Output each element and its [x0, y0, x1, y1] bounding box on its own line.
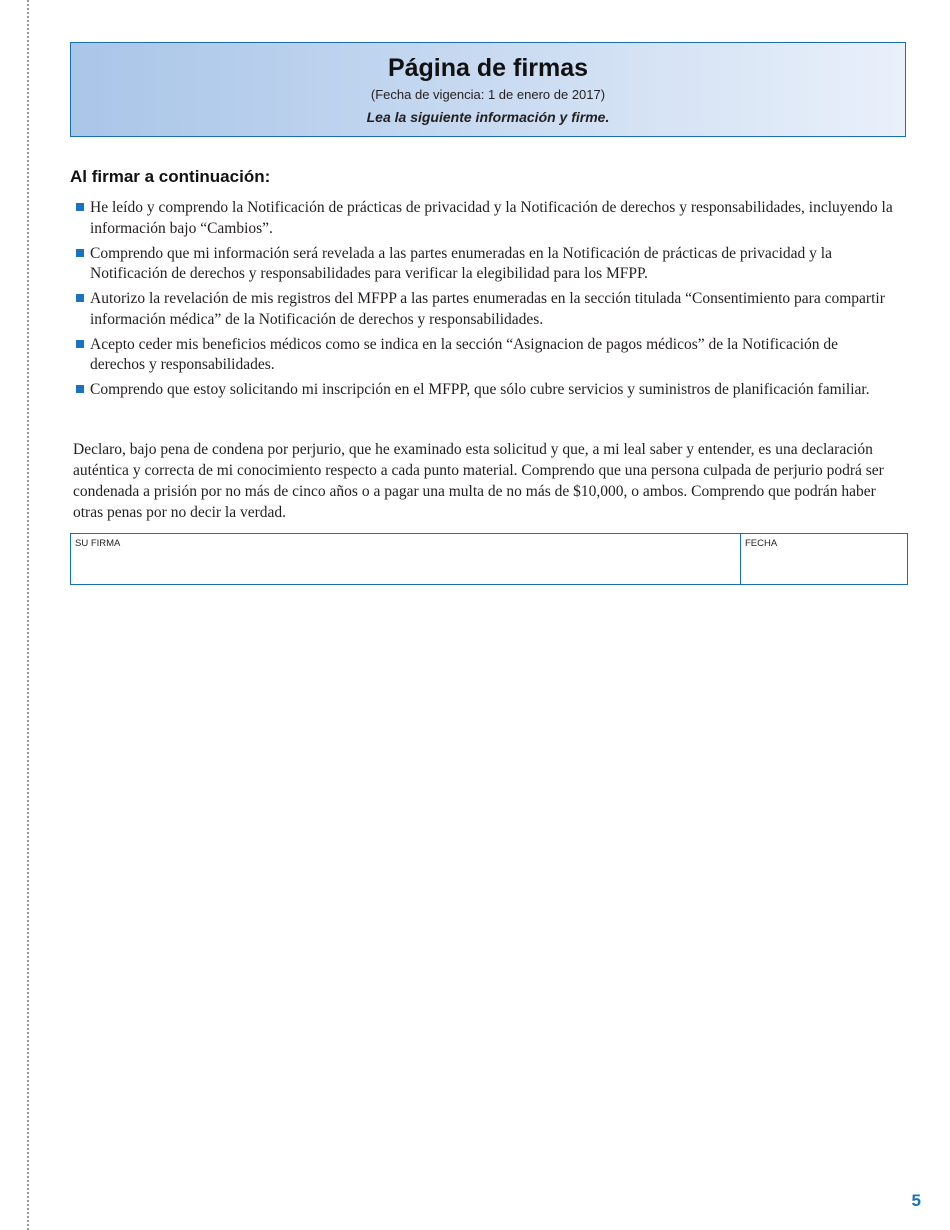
square-bullet-icon	[76, 340, 84, 348]
list-item	[74, 244, 894, 285]
perjury-declaration: Declaro, bajo pena de condena por perjurio, que he examinado esta solicitud y que, a mi leal saber y entender, es una declaración auténtica y correcta de mi conocimiento respecto a cada punto material. Comprendo que una persona culpada de perjurio podrá ser condenada a prisión por no más de cinco años o a pagar una multa de no más de $10,000, o ambos. Comprendo que podrán haber otras penas por no decir la verdad.	[73, 441, 884, 521]
list-item-text: Acepto ceder mis beneficios médicos como se indica en la sección “Asignacion de pagos médicos” de la Notificación de derechos y responsabilidades.	[90, 335, 839, 373]
list-item-text: Comprendo que estoy solicitando mi inscripción en el MFPP, que sólo cubre servicios y suministros de planificación familiar.	[90, 381, 870, 398]
square-bullet-icon	[76, 294, 84, 302]
effective-date: (Fecha de vigencia: 1 de enero de 2017)	[370, 87, 606, 102]
list-item	[74, 335, 894, 376]
list-item-text: Autorizo la revelación de mis registros del MFPP a las partes enumeradas en la sección titulada “Consentimiento para compartir información médica” de la Notificación de derechos y responsabilidades.	[90, 290, 885, 328]
list-item	[74, 289, 894, 330]
page-number: 5	[911, 1191, 921, 1210]
acknowledgement-list	[74, 198, 894, 405]
signature-field[interactable]	[71, 534, 741, 584]
signature-table	[70, 533, 908, 585]
perforation-line	[27, 0, 29, 1230]
section-heading: Al firmar a continuación:	[70, 167, 271, 186]
square-bullet-icon	[76, 385, 84, 393]
instruction-text: Lea la siguiente información y firme.	[366, 109, 610, 125]
date-label: FECHA	[745, 538, 778, 549]
header-banner	[70, 42, 906, 137]
list-item	[74, 198, 894, 239]
date-field[interactable]	[741, 534, 907, 584]
signature-label: SU FIRMA	[75, 538, 121, 549]
list-item-text: Comprendo que mi información será revelada a las partes enumeradas en la Notificación de prácticas de privacidad y la Notificación de derechos y responsabilidades para verificar la elegibilidad para los MFPP.	[90, 244, 832, 282]
list-item	[74, 380, 894, 401]
square-bullet-icon	[76, 203, 84, 211]
page-title: Página de firmas	[387, 54, 589, 82]
list-item-text: He leído y comprendo la Notificación de prácticas de privacidad y la Notificación de derechos y responsabilidades, incluyendo la información bajo “Cambios”.	[90, 199, 893, 237]
square-bullet-icon	[76, 249, 84, 257]
